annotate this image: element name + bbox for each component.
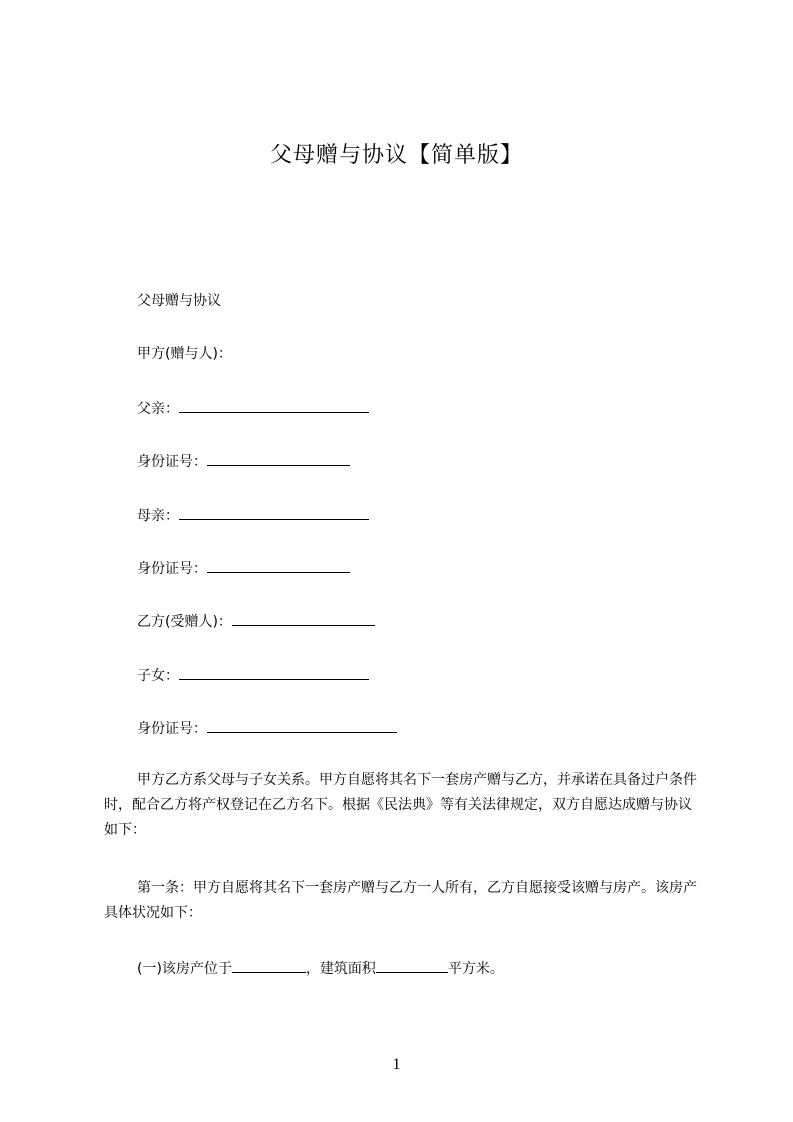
party-b-blank[interactable]	[232, 611, 375, 626]
clause-prefix: (一)该房产位于	[137, 961, 232, 977]
mother-blank[interactable]	[179, 505, 369, 520]
intro-paragraph	[104, 768, 704, 843]
clause-middle: ，建筑面积	[305, 961, 376, 977]
article-one-text: 第一条：甲方自愿将其名下一套房产赠与乙方一人所有，乙方自愿接受该赠与房产。该房产具体状况如下：	[104, 880, 697, 921]
party-b-label: 乙方(受赠人)：	[137, 614, 232, 630]
article-one-paragraph	[104, 876, 704, 926]
page-number: 1	[392, 1056, 401, 1073]
agreement-subtitle: 父母赠与协议	[137, 293, 221, 309]
mother-label: 母亲：	[137, 508, 179, 524]
child-label: 子女：	[137, 668, 179, 684]
father-label: 父亲：	[137, 401, 179, 417]
father-id-label: 身份证号：	[137, 454, 207, 470]
party-b-field	[137, 611, 375, 632]
child-id-blank[interactable]	[207, 718, 397, 733]
mother-id-field	[137, 558, 350, 579]
father-id-blank[interactable]	[207, 451, 350, 466]
property-location-blank[interactable]	[232, 958, 306, 973]
child-id-field	[137, 718, 397, 739]
mother-id-label: 身份证号：	[137, 561, 207, 577]
father-field	[137, 398, 369, 419]
child-id-label: 身份证号：	[137, 721, 207, 737]
father-id-field	[137, 451, 350, 472]
document-title: 父母赠与协议【简单版】	[269, 143, 523, 168]
mother-id-blank[interactable]	[207, 558, 350, 573]
mother-field	[137, 505, 369, 526]
child-field	[137, 665, 369, 686]
party-a-heading: 甲方(赠与人)：	[137, 346, 232, 362]
clause-item-one	[137, 958, 504, 979]
child-blank[interactable]	[179, 665, 369, 680]
clause-suffix: 平方米。	[447, 961, 504, 977]
building-area-blank[interactable]	[376, 958, 448, 973]
father-blank[interactable]	[179, 398, 369, 413]
intro-paragraph-text: 甲方乙方系父母与子女关系。甲方自愿将其名下一套房产赠与乙方，并承诺在具备过户条件时，配合乙方将产权登记在乙方名下。根据《民法典》等有关法律规定，双方自愿达成赠与协议如下：	[104, 772, 697, 838]
